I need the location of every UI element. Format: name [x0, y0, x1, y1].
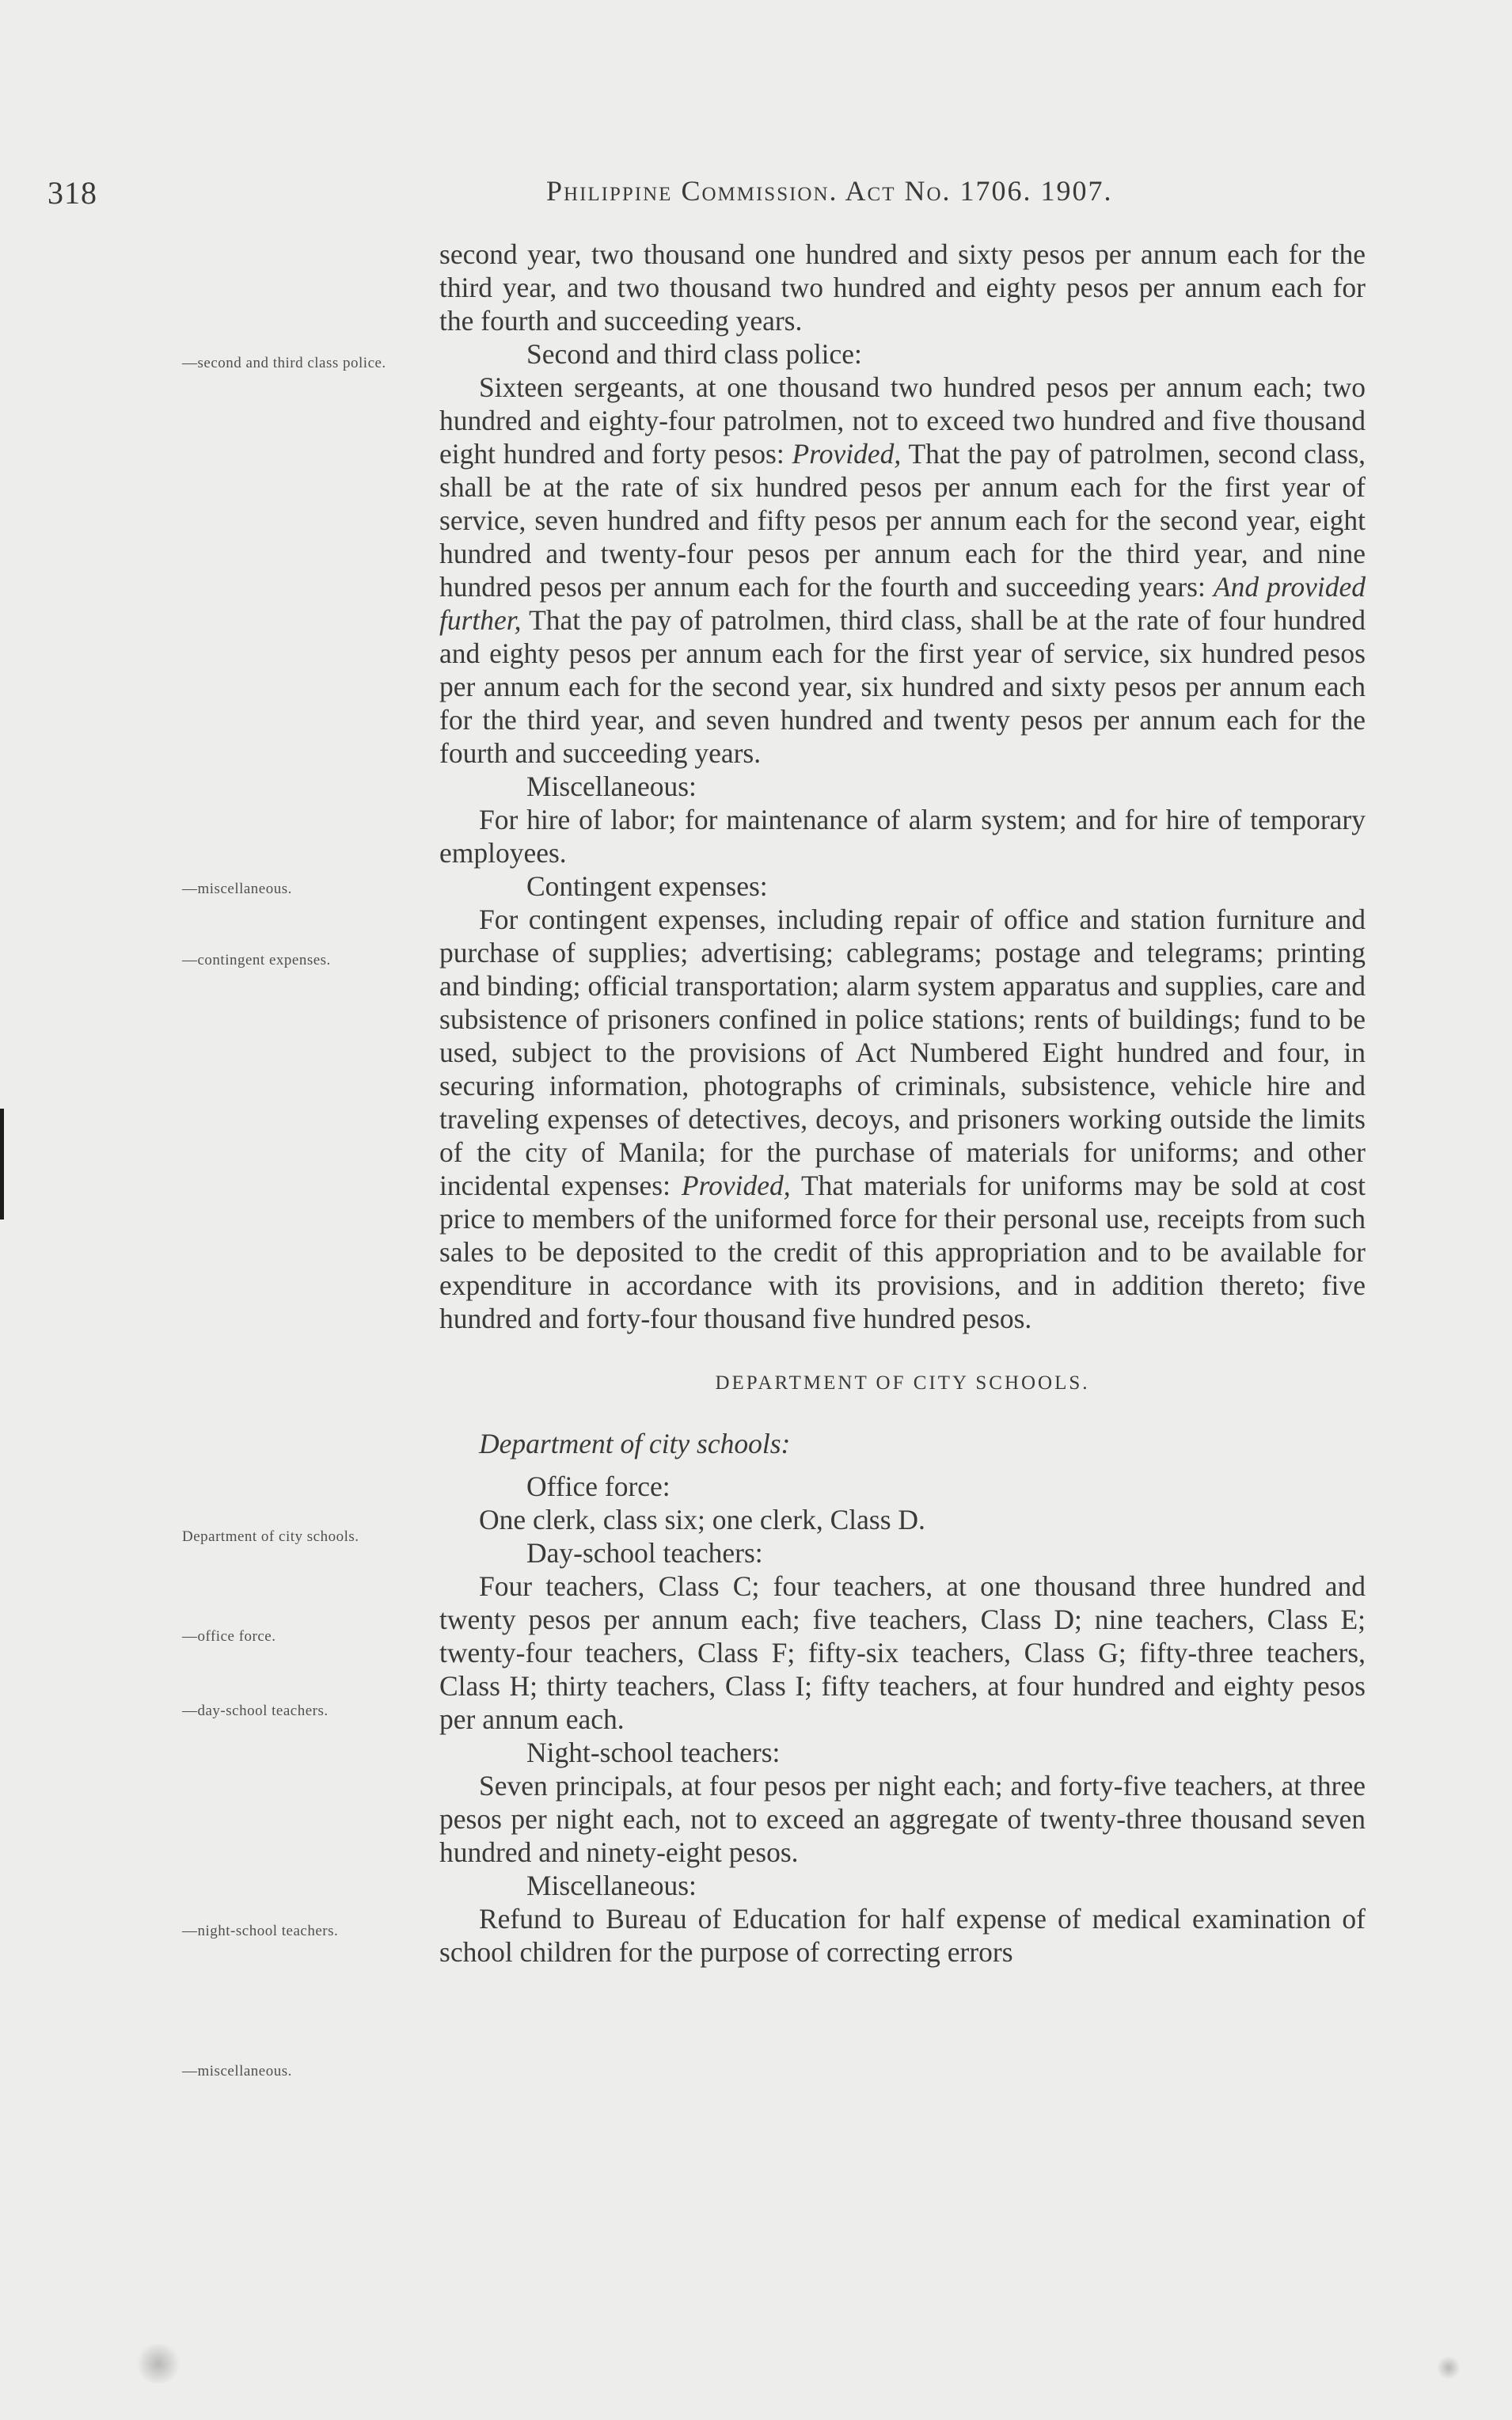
- heading-day-school: Day-school teachers:: [526, 1537, 763, 1569]
- heading-miscellaneous: Miscellaneous:: [526, 771, 697, 802]
- body-text: [439, 238, 1366, 1969]
- paragraph-police: [439, 371, 1366, 770]
- margin-note-day-school: —day-school teachers.: [182, 1703, 329, 1719]
- heading-police: Second and third class police:: [526, 338, 862, 370]
- margin-note-night-school: —night-school teachers.: [182, 1923, 339, 1939]
- scan-smudge-right: [1437, 2356, 1461, 2380]
- text-contingent-provided: Provided,: [681, 1170, 791, 1201]
- margin-note-dept-schools: Department of city schools.: [182, 1528, 359, 1545]
- paragraph-miscellaneous: For hire of labor; for maintenance of alarm system; and for hire of temporary employees.: [439, 804, 1366, 869]
- heading-miscellaneous-2: Miscellaneous:: [526, 1870, 697, 1901]
- heading-contingent: Contingent expenses:: [526, 870, 768, 902]
- text-police-c: That the pay of patrolmen, third class, shall be at the rate of four hundred and eighty pesos per annum each for the first year of service, six hundred pesos per annum each for the second year, six hundred and sixty pesos per annum each for the third year, and seven hundred and twenty pesos per annum each for the fourth and succeeding years.: [439, 604, 1366, 769]
- text-contingent-b: That materials for uniforms may be sold at cost price to members of the uniformed force for their personal use, receipts from such sales to be deposited to the credit of this appropriation and to be available for expenditure in accordance with its provisions, and in addition thereto; five hundred and forty-four thousand five hundred pesos.: [439, 1170, 1366, 1334]
- running-head: Philippine Commission. Act No. 1706. 1907.: [546, 175, 1113, 207]
- text-police-a: Sixteen sergeants, at one thousand two hundred pesos per annum each; two hundred and eighty-four patrolmen, not to exceed two hundred and five thousand eight hundred and forty pesos:: [439, 371, 1366, 470]
- scan-smudge: [135, 2344, 182, 2384]
- paragraph-continuation: second year, two thousand one hundred and sixty pesos per annum each for the third year, and two thousand two hundred and eighty pesos per annum each for the fourth and succeeding years.: [439, 238, 1366, 337]
- heading-office-force: Office force:: [526, 1471, 671, 1502]
- margin-note-miscellaneous: —miscellaneous.: [182, 881, 292, 897]
- page-number: 318: [47, 175, 97, 211]
- paragraph-night-school: Seven principals, at four pesos per night each; and forty-five teachers, at three pesos per night each, not to exceed an aggregate of twenty-three thousand seven hundred and ninety-eight pesos.: [439, 1770, 1366, 1868]
- paragraph-office-force: One clerk, class six; one clerk, Class D.: [479, 1504, 925, 1535]
- paragraph-contingent: [439, 903, 1366, 1335]
- paragraph-miscellaneous-2: Refund to Bureau of Education for half expense of medical examination of school children for the purpose of correcting errors: [439, 1903, 1366, 1968]
- margin-note-police: —second and third class police.: [182, 355, 386, 371]
- text-provided: Provided,: [792, 438, 902, 470]
- paragraph-day-school: Four teachers, Class C; four teachers, at one thousand three hundred and twenty pesos per annum each; five teachers, Class D; nine teachers, Class E; twenty-four teachers, Class F; fifty-six teachers, Class G; fifty-three teachers, Class H; thirty teachers, Class I; fifty teachers, at four hundred and eighty pesos per annum each.: [439, 1570, 1366, 1735]
- text-provided-further: And provided further,: [439, 571, 1366, 636]
- scan-edge-mark: [0, 1109, 4, 1220]
- section-heading-city-schools: DEPARTMENT OF CITY SCHOOLS.: [715, 1372, 1090, 1394]
- text-police-b: That the pay of patrolmen, second class, shall be at the rate of six hundred pesos per annum each for the first year of service, seven hundred and fifty pesos per annum each for the second year, eight hundred and twenty-four pesos per annum each for the third year, and nine hundred pesos per annum each for the fourth and succeeding years:: [439, 438, 1366, 603]
- margin-note-office-force: —office force.: [182, 1628, 276, 1645]
- text-contingent-a: For contingent expenses, including repair of office and station furniture and purchase of supplies; advertising; cablegrams; postage and telegrams; printing and binding; official transportation; alarm system apparatus and supplies, care and subsistence of prisoners confined in police stations; rents of buildings; fund to be used, subject to the provisions of Act Numbered Eight hundred and four, in securing information, photographs of criminals, subsistence, vehicle hire and traveling expenses of detectives, decoys, and prisoners working outside the limits of the city of Manila; for the purchase of materials for uniforms; and other incidental expenses:: [439, 904, 1366, 1201]
- subheading-city-schools: Department of city schools:: [479, 1428, 791, 1459]
- margin-note-miscellaneous-2: —miscellaneous.: [182, 2063, 292, 2079]
- heading-night-school: Night-school teachers:: [526, 1737, 781, 1768]
- margin-note-contingent: —contingent expenses.: [182, 952, 331, 968]
